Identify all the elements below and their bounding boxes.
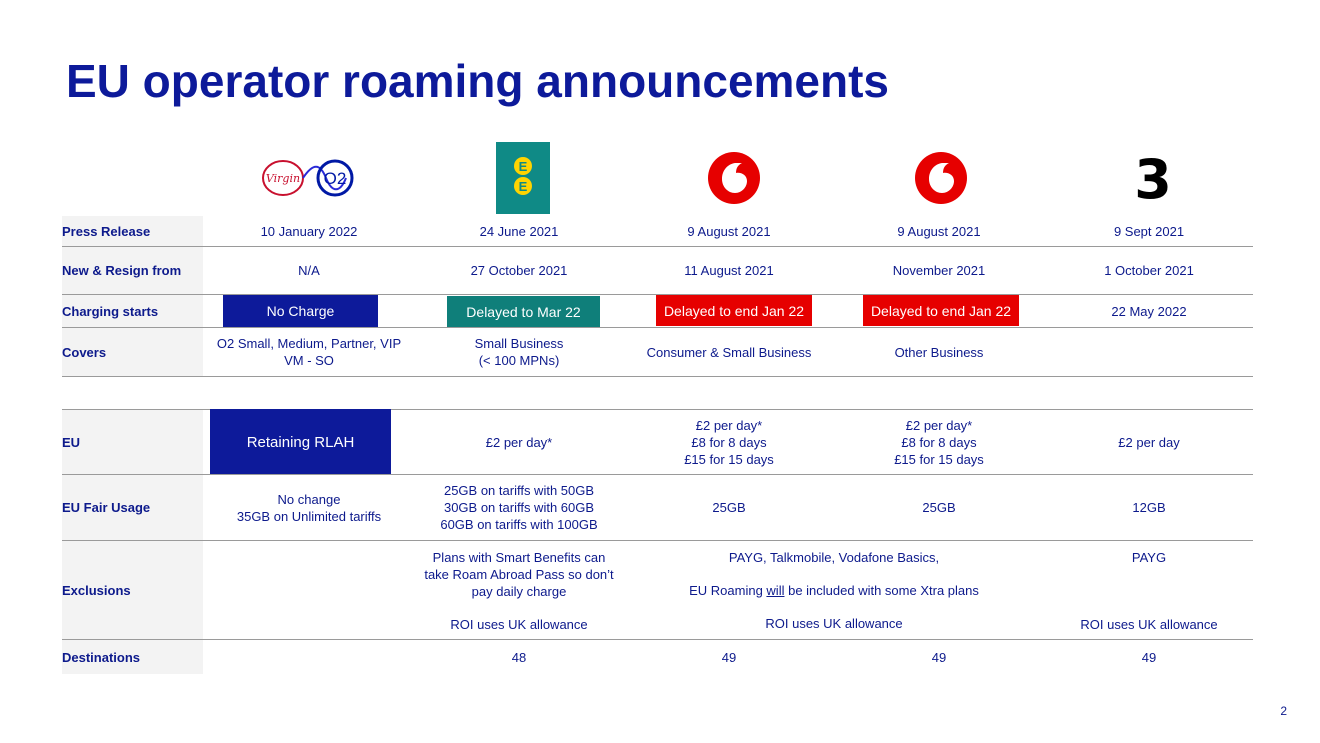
row-label-eu: EU: [62, 410, 203, 474]
row-label-press-release: Press Release: [62, 216, 203, 246]
three-press-release: 9 Sept 2021: [1113, 223, 1185, 239]
vodafone-exclusions: PAYG, Talkmobile, Vodafone Basics, EU Roaming will be included with some Xtra plans ROI uses UK allowance: [689, 550, 979, 631]
delayed-jan-badge: Delayed to end Jan 22: [656, 295, 812, 326]
vodafone-business-eu-price: £2 per day* £8 for 8 days £15 for 15 days: [894, 417, 984, 467]
three-exclusions: PAYG ROI uses UK allowance: [1080, 550, 1218, 632]
virgin-logo-text: Virgin: [265, 172, 301, 185]
row-label-exclusions: Exclusions: [62, 541, 203, 639]
vodafone-business-covers: Other Business: [894, 344, 984, 360]
svg-text:3: 3: [1134, 148, 1172, 208]
virgin-media-o2-logo: [258, 140, 358, 216]
ee-press-release: 24 June 2021: [479, 223, 559, 239]
ee-eu-price: £2 per day*: [485, 434, 553, 450]
vodafone-business-destinations: 49: [931, 649, 947, 665]
three-destinations: 49: [1141, 649, 1157, 665]
delayed-mar-badge: Delayed to Mar 22: [447, 296, 600, 327]
three-eu-price: £2 per day: [1118, 434, 1180, 450]
svg-text:E: E: [518, 179, 528, 194]
vodafone-logo: [707, 140, 761, 216]
three-logo: [1126, 140, 1180, 216]
ee-destinations: 48: [511, 649, 527, 665]
row-label-new-resign: New & Resign from: [62, 247, 203, 294]
row-label-eu-fair-usage: EU Fair Usage: [62, 475, 203, 540]
ee-logo: [496, 140, 550, 216]
vmo2-new-resign: N/A: [298, 263, 320, 278]
vmo2-press-release: 10 January 2022: [260, 223, 358, 239]
row-divider: [62, 376, 1253, 377]
ee-covers: Small Business (< 100 MPNs): [474, 336, 564, 368]
page-number: 2: [1280, 704, 1287, 718]
svg-text:E: E: [518, 159, 528, 174]
vodafone-consumer-covers: Consumer & Small Business: [646, 344, 812, 360]
three-charging-starts: 22 May 2022: [1111, 303, 1187, 319]
row-divider: [62, 540, 1253, 541]
vodafone-consumer-eu-price: £2 per day* £8 for 8 days £15 for 15 days: [684, 417, 774, 467]
row-label-charging-starts: Charging starts: [62, 295, 203, 327]
vodafone-logo: [914, 140, 968, 216]
vodafone-consumer-press-release: 9 August 2021: [687, 223, 771, 239]
vodafone-business-press-release: 9 August 2021: [897, 223, 981, 239]
delayed-jan-badge: Delayed to end Jan 22: [863, 295, 1019, 326]
page-title: EU operator roaming announcements: [66, 55, 890, 107]
no-charge-badge: No Charge: [223, 295, 378, 327]
row-label-destinations: Destinations: [62, 640, 203, 674]
ee-exclusions: Plans with Smart Benefits can take Roam Abroad Pass so don’t pay daily charge ROI uses UK allowance: [424, 550, 614, 632]
vodafone-business-fair-usage: 25GB: [922, 500, 956, 515]
ee-fair-usage: 25GB on tariffs with 50GB 30GB on tariffs with 60GB 60GB on tariffs with 100GB: [440, 483, 598, 532]
three-new-resign: 1 October 2021: [1104, 263, 1194, 278]
vmo2-covers: O2 Small, Medium, Partner, VIP VM - SO: [216, 336, 402, 368]
retaining-rlah-badge: Retaining RLAH: [210, 409, 391, 475]
row-label-covers: Covers: [62, 328, 203, 376]
vodafone-consumer-new-resign: 11 August 2021: [684, 263, 774, 278]
o2-logo-text: O2: [323, 169, 347, 188]
vodafone-consumer-fair-usage: 25GB: [712, 500, 746, 515]
vmo2-fair-usage: No change 35GB on Unlimited tariffs: [236, 491, 382, 524]
three-fair-usage: 12GB: [1132, 500, 1166, 515]
ee-new-resign: 27 October 2021: [470, 263, 568, 278]
vodafone-consumer-destinations: 49: [721, 649, 737, 665]
vodafone-business-new-resign: November 2021: [892, 263, 986, 278]
